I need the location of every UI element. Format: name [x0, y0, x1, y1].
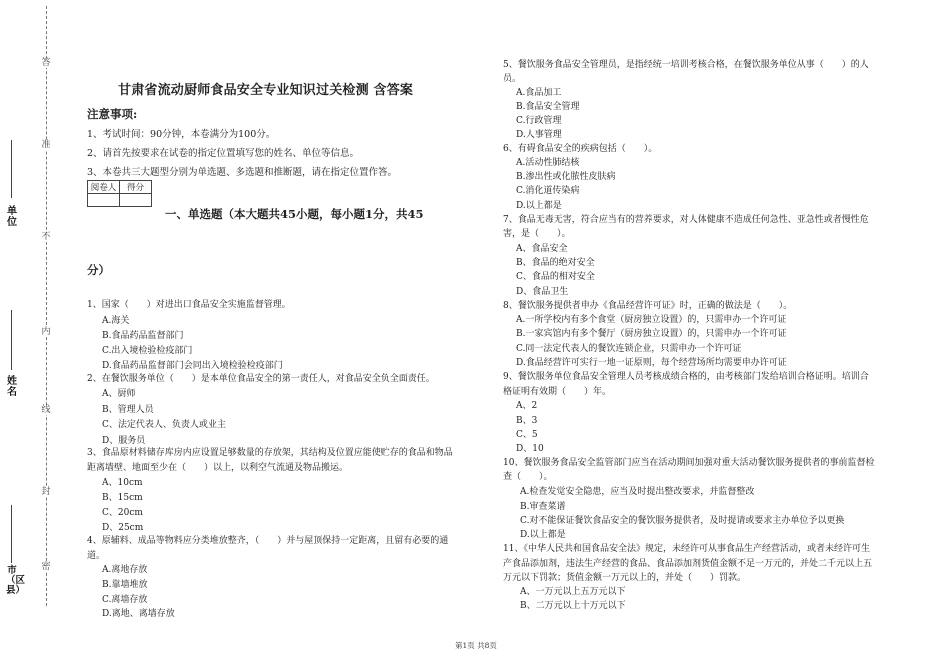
page-footer: 第1页 共8页 — [455, 641, 497, 650]
answer-option[interactable]: A、2 — [516, 401, 538, 411]
question-stem: 1、国家（ ）对进出口食品安全实施监督管理。 — [87, 300, 291, 310]
binding-margin — [0, 0, 80, 671]
answer-option[interactable]: B.渗出性或化脓性皮肤病 — [516, 172, 616, 182]
answer-option[interactable]: A、食品安全 — [516, 244, 568, 254]
binding-marker: 准 — [41, 140, 51, 150]
question-stem: 4、原辅料、成品等物料应分类堆放整齐，（ ）并与屋顶保持一定距离，且留有必要的通 — [87, 536, 449, 546]
question-stem: 7、食品无毒无害，符合应当有的营养要求，对人体健康不造成任何急性、亚急性或者慢性危 — [503, 215, 869, 225]
answer-option[interactable]: C.离墙存放 — [102, 595, 148, 605]
score-table — [87, 180, 152, 207]
answer-option[interactable]: A、10cm — [102, 478, 143, 488]
answer-option[interactable]: B.食品安全管理 — [516, 102, 580, 112]
answer-option[interactable]: A.离地存放 — [102, 565, 148, 575]
answer-option[interactable]: A.检查发觉安全隐患，应当及时提出整改要求，并监督整改 — [520, 487, 755, 497]
note-item: 3、本卷共三大题型分别为单选题、多选题和推断题，请在指定位置作答。 — [87, 167, 398, 178]
answer-option[interactable]: B.食品药品监督部门 — [102, 331, 184, 341]
answer-option[interactable]: C、食品的相对安全 — [516, 272, 595, 282]
answer-option[interactable]: B.审查菜谱 — [520, 502, 566, 512]
name-label: 姓名 — [7, 376, 17, 398]
notes-heading: 注意事项: — [87, 107, 138, 121]
answer-option[interactable]: B、管理人员 — [102, 405, 154, 415]
question-stem: 11、《中华人民共和国食品安全法》规定，未经许可从事食品生产经营活动，或者未经许可生 — [503, 544, 870, 554]
question-stem: 万元以下罚款；货值金额一万元以上的，并处（ ）罚款。 — [503, 573, 747, 583]
answer-option[interactable]: C.同一法定代表人的餐饮连锁企业，只需申办一个许可证 — [516, 344, 742, 354]
answer-option[interactable]: A、厨师 — [102, 389, 136, 399]
question-stem: 距离墙壁、地面至少在（ ）以上，以利空气流通及物品搬运。 — [87, 463, 349, 473]
question-stem: 道。 — [87, 551, 106, 561]
binding-marker: 内 — [41, 327, 51, 337]
unit-label: 单位 — [7, 206, 17, 228]
answer-option[interactable]: B、15cm — [102, 493, 143, 503]
answer-option[interactable]: C.对不能保证餐饮食品安全的餐饮服务提供者，及时提请或要求主办单位予以更换 — [520, 516, 845, 526]
question-stem: 8、餐饮服务提供者申办《食品经营许可证》时，正确的做法是（ ）。 — [503, 301, 793, 311]
question-stem: 格证明有效期（ ）年。 — [503, 387, 612, 397]
answer-option[interactable]: C、5 — [516, 430, 538, 440]
page-title: 甘肃省流动厨师食品安全专业知识过关检测 含答案 — [118, 83, 414, 98]
answer-option[interactable]: C、20cm — [102, 508, 143, 518]
section-title: 一、单选题（本大题共45小题，每小题1分，共45 — [165, 207, 424, 221]
answer-option[interactable]: D.食品经营许可实行一地一证原则，每个经营场所均需要申办许可证 — [516, 358, 787, 368]
question-stem: 害，是（ ）。 — [503, 229, 571, 239]
binding-marker: 封 — [41, 487, 51, 497]
score-cell[interactable] — [120, 194, 152, 207]
name-field-line — [11, 310, 12, 370]
note-item: 2、请首先按要求在试卷的指定位置填写您的姓名、单位等信息。 — [87, 148, 360, 159]
binding-dashed-line — [46, 6, 47, 606]
answer-option[interactable]: D.人事管理 — [516, 130, 562, 140]
question-stem: 查（ ）。 — [503, 472, 553, 482]
binding-marker: 不 — [41, 232, 51, 242]
answer-option[interactable]: D.离地、离墙存放 — [102, 609, 175, 619]
answer-option[interactable]: A.活动性肺结核 — [516, 158, 580, 168]
question-stem: 2、在餐饮服务单位（ ）是本单位食品安全的第一责任人，对食品安全负全面责任。 — [87, 374, 435, 384]
district-label: 市（区县） — [6, 565, 26, 596]
binding-marker: 答 — [41, 58, 51, 68]
question-stem: 6、有碍食品安全的疾病包括（ ）。 — [503, 144, 658, 154]
answer-option[interactable]: B、二万元以上十万元以下 — [520, 601, 626, 611]
reviewer-cell[interactable] — [88, 194, 120, 207]
answer-option[interactable]: B、3 — [516, 416, 538, 426]
question-stem: 10、餐饮服务食品安全监管部门应当在活动期间加强对重大活动餐饮服务提供者的事前监督检 — [503, 458, 875, 468]
district-field-line — [11, 505, 12, 563]
answer-option[interactable]: A.海关 — [102, 316, 130, 326]
answer-option[interactable]: D、食品卫生 — [516, 287, 569, 297]
answer-option[interactable]: C.消化道传染病 — [516, 186, 580, 196]
reviewer-header: 阅卷人 — [88, 181, 120, 194]
binding-marker: 密 — [41, 562, 51, 572]
question-stem: 9、餐饮服务单位食品安全管理人员考核成绩合格的，由考核部门发给培训合格证明。培训合 — [503, 372, 869, 382]
binding-marker: 线 — [41, 405, 51, 415]
question-stem: 员。 — [503, 74, 522, 84]
question-stem: 5、餐饮服务食品安全管理员，是指经统一培训考核合格，在餐饮服务单位从事（ ）的人 — [503, 60, 869, 70]
question-stem: 3、食品原材料储存库房内应设置足够数量的存放架，其结构及位置应能使贮存的食品和物品 — [87, 448, 453, 458]
answer-option[interactable]: D、25cm — [102, 523, 144, 533]
answer-option[interactable]: C.行政管理 — [516, 116, 562, 126]
score-header: 得分 — [120, 181, 152, 194]
answer-option[interactable]: D、10 — [516, 444, 544, 454]
answer-option[interactable]: C.出入境检验检疫部门 — [102, 346, 193, 356]
answer-option[interactable]: A、一万元以上五万元以下 — [520, 587, 626, 597]
answer-option[interactable]: D、服务员 — [102, 436, 146, 446]
answer-option[interactable]: B、食品的绝对安全 — [516, 258, 595, 268]
note-item: 1、考试时间：90分钟，本卷满分为100分。 — [87, 129, 276, 140]
question-stem: 产食品添加剂，违法生产经营的食品、食品添加剂货值金额不足一万元的，并处二千元以上五 — [503, 559, 873, 569]
answer-option[interactable]: A.一所学校内有多个食堂（厨房独立设置）的，只需申办一个许可证 — [516, 315, 787, 325]
section-title-continued: 分） — [87, 263, 110, 277]
answer-option[interactable]: B.一家宾馆内有多个餐厅（厨房独立设置）的，只需申办一个许可证 — [516, 329, 787, 339]
answer-option[interactable]: D.以上都是 — [516, 201, 562, 211]
answer-option[interactable]: A.食品加工 — [516, 88, 562, 98]
unit-field-line — [11, 140, 12, 198]
answer-option[interactable]: B.靠墙堆放 — [102, 580, 148, 590]
answer-option[interactable]: D.以上都是 — [520, 530, 566, 540]
answer-option[interactable]: C、法定代表人、负责人或业主 — [102, 420, 226, 430]
answer-option[interactable]: D.食品药品监督部门会同出入境检验检疫部门 — [102, 361, 283, 371]
